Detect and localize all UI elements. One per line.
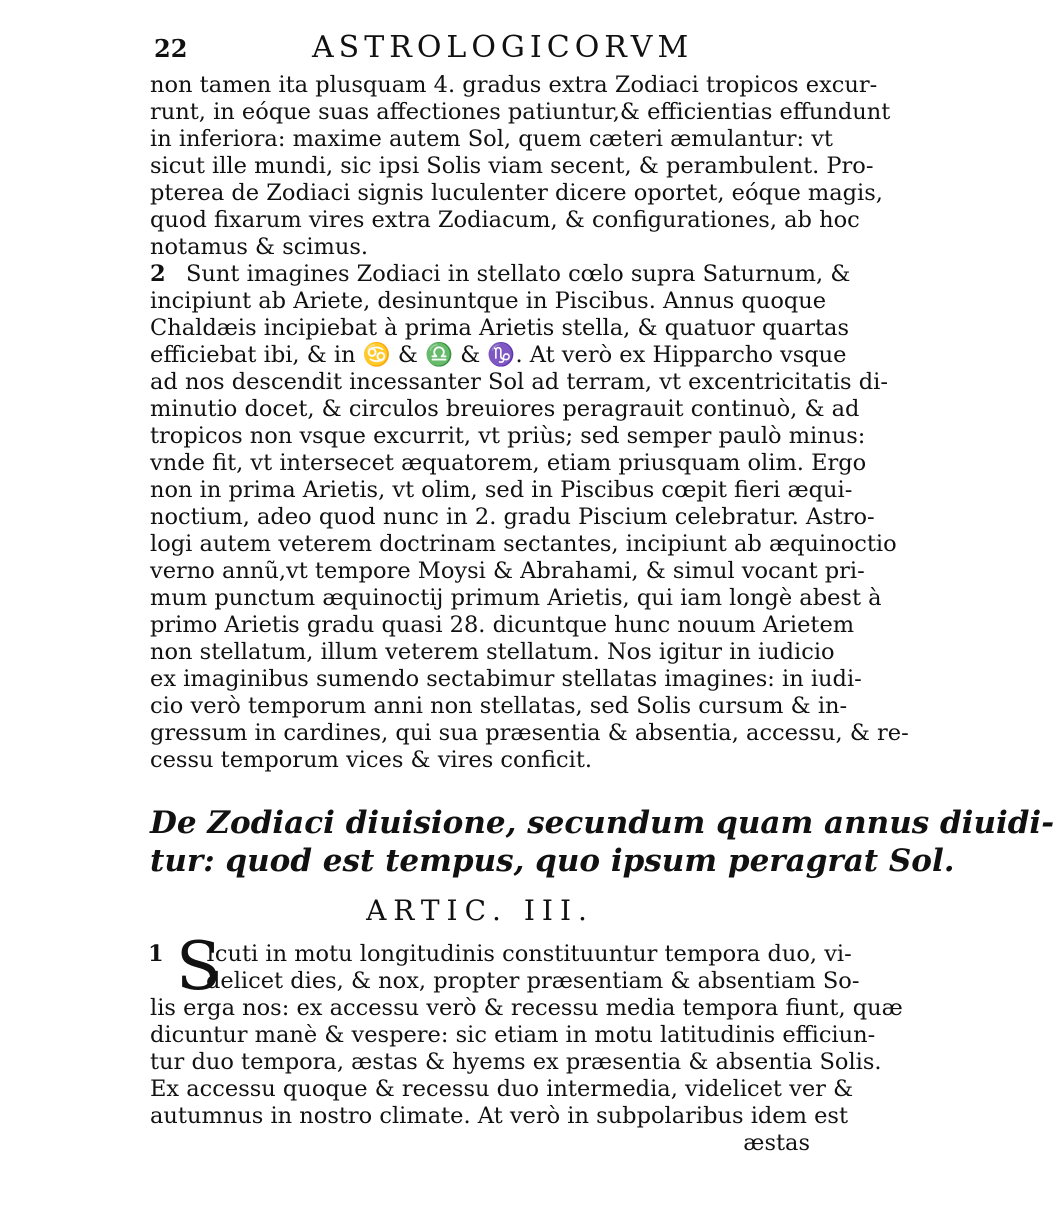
drop-cap-initial: S — [176, 928, 222, 1005]
text-line: tropicos non vsque excurrit, vt priùs; sed semper paulò minus: — [150, 423, 866, 449]
text-line: notamus & scimus. — [150, 234, 369, 260]
paragraph-3 — [148, 928, 903, 1157]
text-line: tur duo tempora, æstas & hyems ex præsentia & absentia Solis. — [150, 1049, 882, 1075]
text-line: ad nos descendit incessanter Sol ad terram, vt excentricitatis di- — [150, 369, 888, 395]
text-line: noctium, adeo quod nunc in 2. gradu Piscium celebratur. Astro- — [150, 504, 875, 530]
paragraph-2 — [150, 261, 909, 774]
text-line: lis erga nos: ex accessu verò & recessu media tempora fiunt, quæ — [150, 995, 903, 1021]
text-line: delicet dies, & nox, propter præsentiam & absentiam So- — [206, 968, 860, 994]
text-line: Chaldæis incipiebat à prima Arietis stella, & quatuor quartas — [150, 315, 850, 341]
text-line: incipiunt ab Ariete, desinuntque in Piscibus. Annus quoque — [150, 288, 827, 314]
text-line: sicut ille mundi, sic ipsi Solis viam secent, & perambulent. Pro- — [150, 153, 874, 179]
section-title-line: tur: quod est tempus, quo ipsum peragrat Sol. — [150, 843, 955, 879]
text-line: logi autem veterem doctrinam sectantes, incipiunt ab æquinoctio — [150, 531, 897, 557]
text-line: non in prima Arietis, vt olim, sed in Piscibus cœpit fieri æqui- — [150, 477, 853, 503]
text-line: runt, in eóque suas affectiones patiuntur,& efficientias effundunt — [150, 99, 891, 125]
text-line: primo Arietis gradu quasi 28. dicuntque hunc nouum Arietem — [150, 612, 855, 638]
text-line: Ex accessu quoque & recessu duo intermedia, videlicet ver & — [150, 1076, 854, 1102]
section-heading — [150, 804, 1054, 880]
text-line: verno annũ,vt tempore Moysi & Abrahami, & simul vocant pri- — [150, 558, 865, 584]
paragraph-intro — [150, 72, 891, 261]
article-label: ARTIC. III. — [366, 894, 594, 927]
page-number: 22 — [154, 34, 188, 63]
text-line: gressum in cardines, qui sua præsentia & absentia, accessu, & re- — [150, 720, 909, 746]
text-line: pterea de Zodiaci signis luculenter dicere oportet, eóque magis, — [150, 180, 883, 206]
text-line: minutio docet, & circulos breuiores peragrauit continuò, & ad — [150, 396, 860, 422]
text-line: non tamen ita plusquam 4. gradus extra Zodiaci tropicos excur- — [150, 72, 878, 98]
running-head: ASTROLOGICORVM — [312, 30, 694, 65]
paragraph-number: 1 — [148, 941, 164, 967]
section-title-line: De Zodiaci diuisione, secundum quam annus diuidi- — [150, 805, 1054, 841]
text-line: ex imaginibus sumendo sectabimur stellatas imagines: in iudi- — [150, 666, 862, 692]
text-line: quod fixarum vires extra Zodiacum, & configurationes, ab hoc — [150, 207, 860, 233]
text-line: cessu temporum vices & vires conficit. — [150, 747, 593, 773]
text-line: cio verò temporum anni non stellatas, sed Solis cursum & in- — [150, 693, 848, 719]
text-line: autumnus in nostro climate. At verò in subpolaribus idem est — [150, 1103, 848, 1129]
text-line: efficiebat ibi, & in ♋ & ♎ & ♑. At verò ex Hipparcho vsque — [150, 342, 847, 368]
text-line: dicuntur manè & vespere: sic etiam in motu latitudinis efficiun- — [150, 1022, 876, 1048]
catchword: æstas — [743, 1130, 810, 1156]
text-line: Icuti in motu longitudinis constituuntur tempora duo, vi- — [206, 941, 852, 967]
drop-cap-lines — [150, 941, 860, 995]
text-line: in inferiora: maxime autem Sol, quem cæteri æmulantur: vt — [150, 126, 833, 152]
page-header — [150, 28, 810, 72]
text-line-numbered — [150, 261, 851, 288]
text-line: vnde fit, vt intersecet æquatorem, etiam priusquam olim. Ergo — [150, 450, 867, 476]
paragraph-number: 2 — [150, 261, 166, 287]
text-line: mum punctum æquinoctij primum Arietis, qui iam longè abest à — [150, 585, 882, 611]
text-line-content: Sunt imagines Zodiaci in stellato cœlo supra Saturnum, & — [186, 261, 851, 287]
book-page — [148, 28, 1054, 1157]
text-line: non stellatum, illum veterem stellatum. Nos igitur in iudicio — [150, 639, 835, 665]
